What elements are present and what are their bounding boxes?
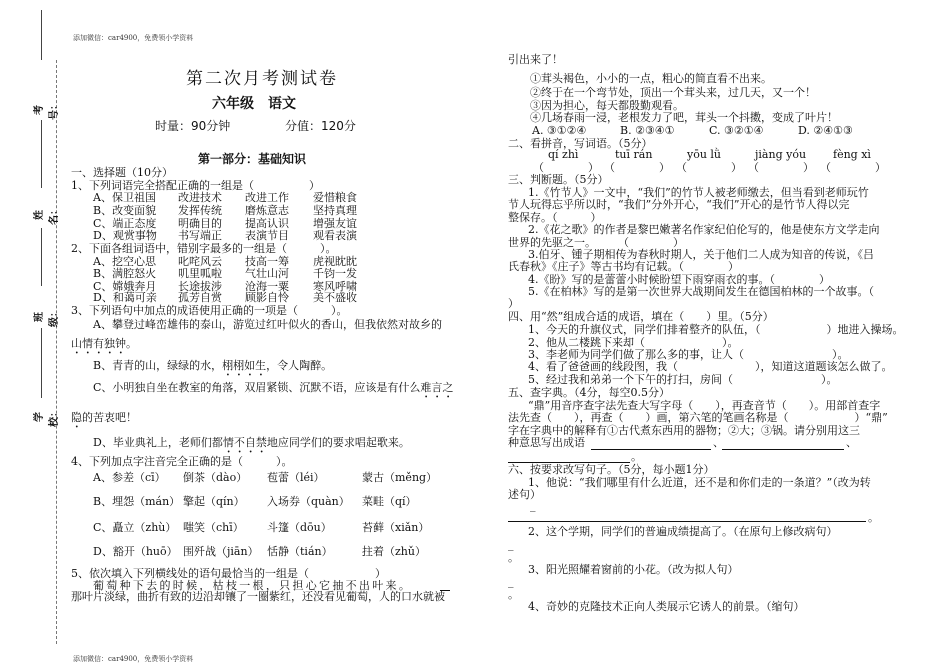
option-cell: 改进工作 [245, 191, 289, 204]
passage-text: 那叶片淡绿，曲折有致的边沿却镶了一圈紫红，还没看见葡萄，人的口水就被 [71, 590, 445, 603]
option-cell: 斗篷（dōu） [267, 521, 332, 534]
footer-note: 添加微信：car4900，免费领小学资料 [73, 655, 194, 663]
option-text: 。 [126, 337, 137, 350]
option-cell: 虎视眈眈 [313, 255, 357, 268]
option-cell: B、满腔怒火 [93, 267, 157, 280]
binding-line [41, 10, 42, 60]
pinyin: jiàng yóu [755, 148, 807, 161]
option-cell: 苔藓（xiǎn） [362, 521, 430, 534]
option-cell: D、观赏事物 [93, 229, 157, 242]
answer-line[interactable] [591, 449, 711, 450]
option-text: C、小明独自坐在教室的角落，双眉紧锁、沉默不语，应该是有什么 [93, 381, 421, 394]
option-cell: 磨炼意志 [245, 204, 289, 217]
option-cell: 技高一筹 [245, 255, 289, 268]
option-text: 地应同学们的要求唱起歌来。 [266, 436, 410, 449]
option-cell: A、保卫祖国 [93, 191, 156, 204]
option-cell: C、端正态度 [93, 217, 157, 230]
option-cell: 蒙古（měng） [362, 471, 438, 484]
pinyin: fèng xì [833, 148, 871, 161]
option-text [71, 411, 137, 431]
sentence-item: ①茸头褐色，小小的一点，粗心的简直看不出来。 [530, 72, 772, 85]
sentence-item: ③因为担心，每天都殷勤观看。 [530, 99, 684, 112]
question-stem: 3、下列语句中加点的成语使用正确的一项是（ ）。 [71, 304, 348, 317]
separator: 、 [713, 436, 724, 449]
header-note: 添加微信：car4900，免费领小学资料 [73, 34, 194, 42]
option-cell: 沧海一粟 [245, 280, 289, 293]
exam-score: 分值：120分 [285, 119, 356, 133]
option-text: D、毕业典礼上，老师们都 [93, 436, 223, 449]
answer-blank[interactable]: （ ） [604, 161, 670, 174]
section-heading: 四、用“然”组成合适的成语，填在（ ）里。（5分） [508, 310, 774, 323]
binding-line [41, 328, 42, 398]
question-stem: 4、下列加点字注音完全正确的是（ ）。 [71, 455, 293, 468]
rewrite-question: 3、阳光照耀着窗前的小花。（改为拟人句） [528, 563, 739, 576]
fill-item: 5、经过我和弟弟一个下午的打扫，房间（ ）。 [528, 373, 838, 386]
option-text [93, 436, 410, 456]
option-cell: 观看表演 [313, 229, 357, 242]
option-cell: C、矗立（zhù） [93, 521, 177, 534]
period: 。 [631, 450, 642, 463]
option-cell: 叱咤风云 [178, 255, 222, 268]
answer-blank[interactable]: （ ） [676, 161, 742, 174]
option-cell: 擎起（qín） [183, 495, 245, 508]
passage-text: 引出来了！ [508, 53, 563, 66]
option-cell: 叽里呱啦 [178, 267, 222, 280]
rewrite-question: 4、奇妙的克隆技术正向人类展示它诱人的前景。（缩句） [528, 600, 805, 613]
option-cell: 入场券（quàn） [267, 495, 350, 508]
judgement-item: ） [508, 297, 519, 310]
option-cell: 顾影自怜 [245, 291, 289, 304]
option-cell: 长途拔涉 [178, 280, 222, 293]
school-label: 学校： [34, 407, 60, 427]
option-cell: 菜畦（qí） [362, 495, 417, 508]
name-label: 姓名： [34, 205, 60, 225]
judgement-item: 整保存。（ ） [508, 211, 602, 224]
option-cell: 增强友谊 [313, 217, 357, 230]
separator: 、 [846, 436, 857, 449]
option-cell: 千钧一发 [313, 267, 357, 280]
option-cell: D、豁开（huō） [93, 545, 178, 558]
judgement-item: 1.《竹节人》一文中，“我们”的竹节人被老师缴去，但当看到老师玩竹 [528, 186, 869, 199]
answer-line[interactable] [722, 449, 844, 450]
dictionary-text: 种意思写出成语 [508, 436, 585, 449]
judgement-item: 2.《花之歌》的作者是黎巴嫩著名作家纪伯伦写的，他是使东方文学走向 [528, 223, 880, 236]
option-cell: 气壮山河 [245, 267, 289, 280]
exam-number-label: 考号： [34, 100, 60, 120]
period: 。 [508, 551, 519, 564]
option-cell: 提高认识 [245, 217, 289, 230]
section-heading: 六、按要求改写句子。（5分，每小题1分） [508, 463, 715, 476]
judgement-item: 3.伯牙、锺子期相传为春秋时期人，关于他们二人成为知音的传说，《吕 [528, 248, 874, 261]
option-cell: 发挥传统 [178, 204, 222, 217]
rewrite-question: 述句） [508, 488, 541, 501]
judgement-item: 世界的先驱之一。 （ ） [508, 236, 684, 249]
exam-title: 第二次月考测试卷 [186, 69, 338, 89]
dash-mark: _ [508, 538, 514, 551]
option-cell: 明确目的 [178, 217, 222, 230]
option-text: B、青青的山，绿绿的水， [93, 359, 223, 372]
answer-choice: B. ②③④① [620, 124, 675, 137]
question-stem: 1、下列词语完全搭配正确的一组是（ ） [71, 179, 320, 192]
option-cell: 美不盛收 [313, 291, 357, 304]
exam-time: 时量：90分钟 [155, 119, 231, 133]
period: 。 [508, 588, 519, 601]
pinyin: yōu lǜ [687, 148, 722, 161]
option-cell: 孤芳自赏 [178, 291, 222, 304]
option-cell: B、埋怨（mán） [93, 495, 181, 508]
option-text [71, 337, 137, 357]
class-label: 班级： [34, 307, 60, 327]
option-cell: 苞蕾（léi） [267, 471, 325, 484]
dash-mark: _ [508, 575, 514, 588]
option-text: A、攀登过峰峦雄伟的泰山，游览过红叶似火的香山，但我依然对故乡的 [93, 318, 442, 331]
answer-blank[interactable]: （ ） [533, 161, 599, 174]
answer-choice: C. ③②①④ [709, 124, 764, 137]
dotted-idiom: 情不自禁 [222, 436, 267, 449]
section-heading: 三、判断题。（5分） [508, 173, 609, 186]
passage-text: 葡 萄 种 下 去 的 时 候 ， 枯 枝 一 根 ， 只 担 心 它 抽 不 出 叶 来 。 [93, 579, 410, 592]
cut-line [56, 60, 57, 644]
dotted-idiom: 栩栩如生 [222, 359, 267, 372]
dotted-idiom: 隐 [71, 411, 82, 424]
dictionary-text: “鼎”用音序查字法先查大写字母（ ），再查音节（ ）。用部首查字 [528, 399, 881, 412]
answer-choice: A. ③①②④ [532, 124, 587, 137]
sentence-item: ②终于在一个弯节处，顶出一个茸头来，过几天，又一个！ [530, 86, 816, 99]
exam-subtitle: 六年级 语文 [212, 96, 296, 112]
option-cell: B、改变面貌 [93, 204, 157, 217]
option-cell: C、嫦娥奔月 [93, 280, 157, 293]
period: 。 [868, 511, 879, 524]
section-heading: 二、看拼音，写词语。（5分） [508, 137, 653, 150]
option-text: 的苦衷吧！ [82, 411, 137, 424]
dictionary-text: 法先查（ ），再查（ ）画，第六笔的笔画名称是（ ）“鼎” [508, 411, 888, 424]
option-cell: 寒风呼啸 [313, 280, 357, 293]
fill-item: 1、今天的升旗仪式，同学们排着整齐的队伍，（ ）地进入操场。 [528, 323, 904, 336]
dotted-idiom: 难言之 [420, 381, 454, 394]
binding-line [41, 120, 42, 188]
judgement-item: 4.《盼》写的是蕾蕾小时候盼望下雨穿雨衣的事。（ ） [528, 273, 830, 286]
question-stem: 5、依次填入下列横线处的语句最恰当的一组是（ ） [71, 567, 386, 580]
part-heading: 第一部分：基础知识 [198, 152, 307, 166]
section-heading: 一、选择题（10分） [71, 166, 173, 179]
dash-mark: _ [530, 499, 536, 512]
fill-item: 3、李老师为同学们做了那么多的事，让人（ ）。 [528, 348, 849, 361]
option-cell: 坚持真理 [313, 204, 357, 217]
option-text [93, 381, 453, 401]
pinyin: tuī rán [615, 148, 653, 161]
option-cell: 倒茶（dào） [183, 471, 248, 484]
option-cell: 围歼战（jiān） [183, 545, 259, 558]
option-text [93, 359, 332, 379]
dotted-idiom: 山情有独钟 [71, 337, 126, 350]
option-cell: A、挖空心思 [93, 255, 156, 268]
option-text: ，令人陶醉。 [266, 359, 333, 372]
binding-line [41, 228, 42, 286]
judgement-item: 节人玩得忘乎所以时，“我们”分外开心，“我们”开心的是竹节人得以完 [508, 198, 850, 211]
answer-blank[interactable]: （ ） [820, 161, 886, 174]
option-cell: 改进技术 [178, 191, 222, 204]
answer-choice: D. ②④①③ [798, 124, 853, 137]
sentence-item: ④几场春雨一浸，老根发力了吧，茸头一个抖擞，变成了叶片！ [530, 111, 838, 124]
option-cell: A、参差（cī） [93, 471, 166, 484]
option-cell: 书写端正 [178, 229, 222, 242]
option-cell: 恬静（tián） [267, 545, 333, 558]
rewrite-question: 1、他说：“我们哪里有什么近道，还不是和你们走的一条道？”（改为转 [528, 476, 871, 489]
dictionary-text: 字在字典中的解释有①古代煮东西用的器物；②大；③锅。请分别用这三 [508, 424, 860, 437]
answer-line[interactable] [508, 521, 866, 522]
judgement-item: 5.《在柏林》写的是第一次世界大战期间发生在德国柏林的一个故事。（ [528, 285, 874, 298]
fill-item: 2、他从二楼跳下来却（ ）。 [528, 336, 739, 349]
fill-item: 4、看了爸爸画的线段图，我（ ），知道这道题该怎么做了。 [528, 360, 893, 373]
question-stem: 2、下面各组词语中，错别字最多的一组是（ ）。 [71, 242, 337, 255]
section-heading: 五、查字典。（4分，每空0.5分） [508, 386, 670, 399]
option-cell: 拄着（zhǔ） [362, 545, 426, 558]
option-cell: 爱惜粮食 [313, 191, 357, 204]
pinyin: qí zhì [548, 148, 579, 161]
option-cell: 嗤笑（chī） [183, 521, 244, 534]
answer-blank[interactable]: （ ） [748, 161, 814, 174]
option-cell: D、和蔼可亲 [93, 291, 157, 304]
judgement-item: 氏春秋》《庄子》等古书均有记载。（ ） [508, 260, 739, 273]
option-cell: 表演节目 [245, 229, 289, 242]
rewrite-question: 2、这个学期，同学们的普遍成绩提高了。（在原句上修改病句） [528, 525, 838, 538]
